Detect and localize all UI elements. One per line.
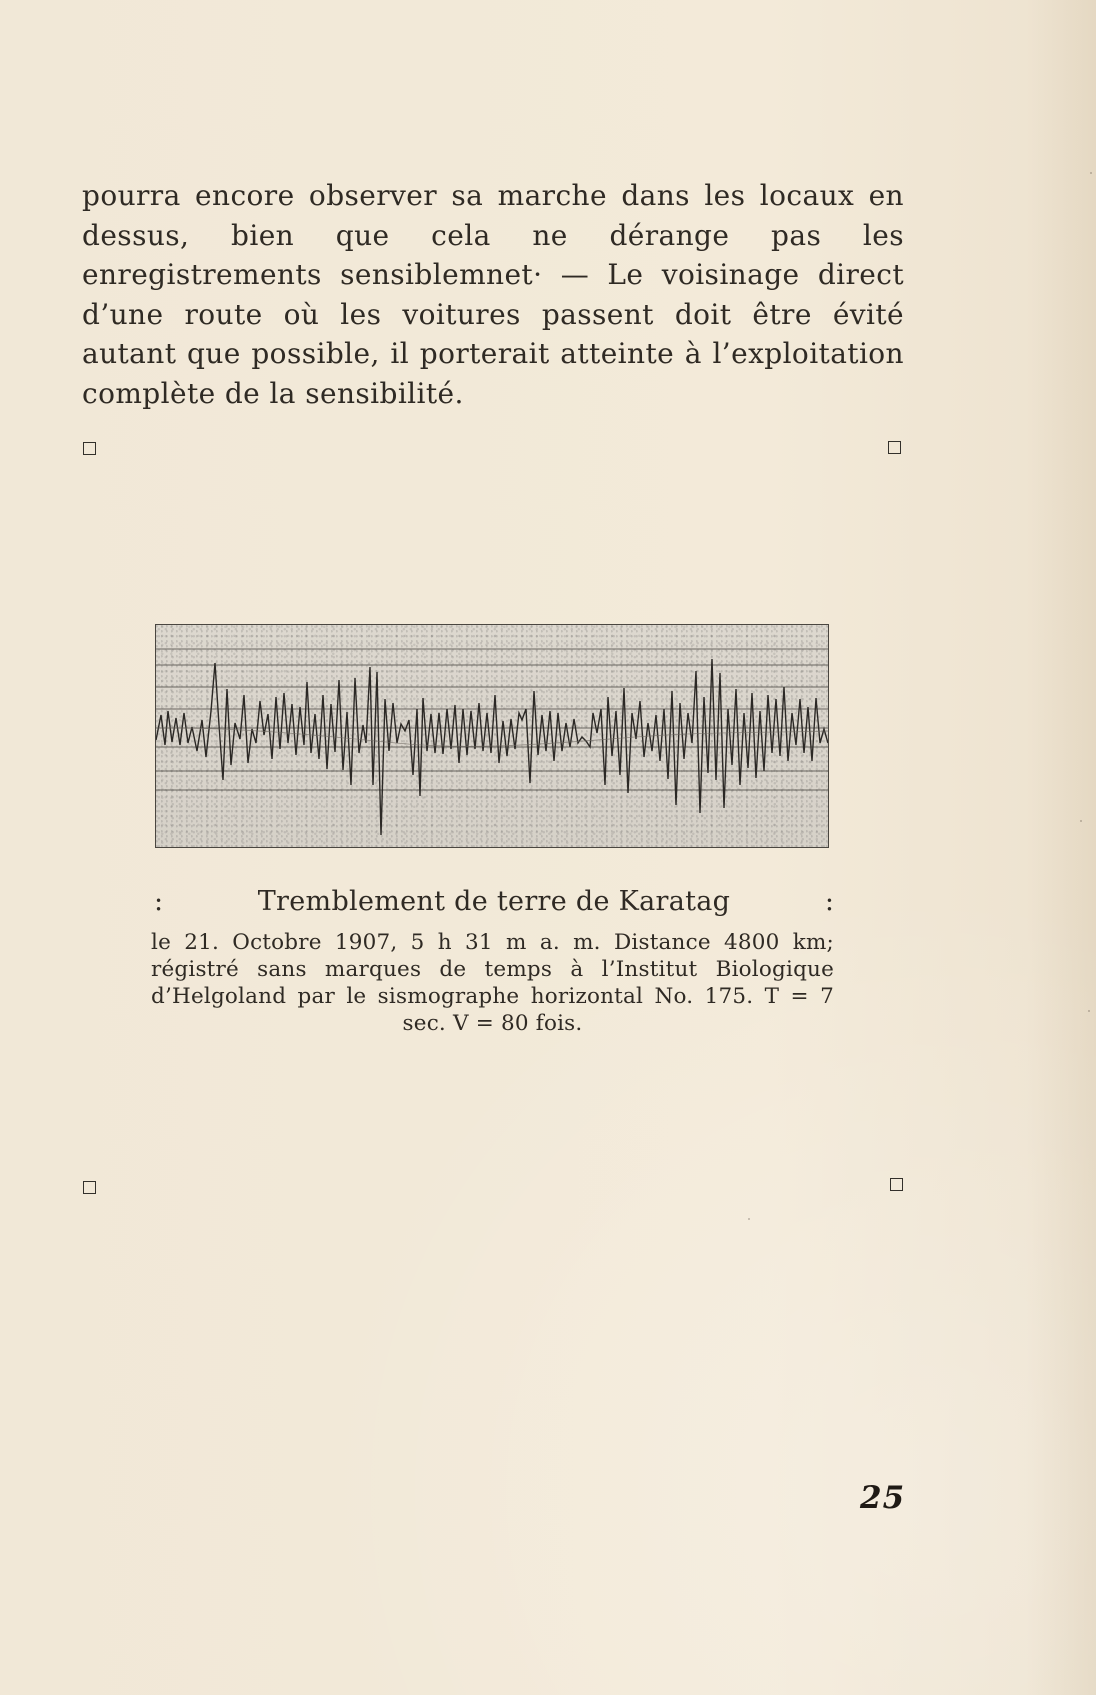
caption-colon-right: : <box>824 886 834 917</box>
figure-caption-title-row <box>154 885 834 919</box>
body-paragraph: pourra encore observer sa marche dans les locaux en dessus, bien que cela ne dérange pas les enregistrements sensiblemnet· — Le voisinage direct d’une route où les voitures passent doit être évité autant que possible, il porterait atteinte à l’exploitation complète de la sensibilité. <box>82 179 904 410</box>
paper-speck <box>748 1218 750 1220</box>
paper-speck <box>1090 172 1092 174</box>
paper-speck <box>1080 820 1082 822</box>
registration-square-bottom-right <box>890 1178 903 1191</box>
registration-square-bottom-left <box>83 1181 96 1194</box>
page-edge-shadow <box>1026 0 1096 1695</box>
paper-speck <box>1088 1010 1090 1012</box>
figure-caption-title: Tremblement de terre de Karatag <box>257 886 731 917</box>
seismogram-figure <box>155 624 829 848</box>
page-number: 25 <box>860 1480 906 1516</box>
caption-colon-left: : <box>154 886 164 917</box>
registration-square-top-right <box>888 441 901 454</box>
registration-square-top-left <box>83 442 96 455</box>
figure-caption-text: le 21. Octobre 1907, 5 h 31 m a. m. Distance 4800 km; régistré sans marques de temps à l’Institut Biologique d’Helgoland par le sismographe horizontal No. 175. T = 7 sec. V = 80 fois. <box>151 930 834 1036</box>
seismogram-trace-graphic <box>156 625 828 847</box>
